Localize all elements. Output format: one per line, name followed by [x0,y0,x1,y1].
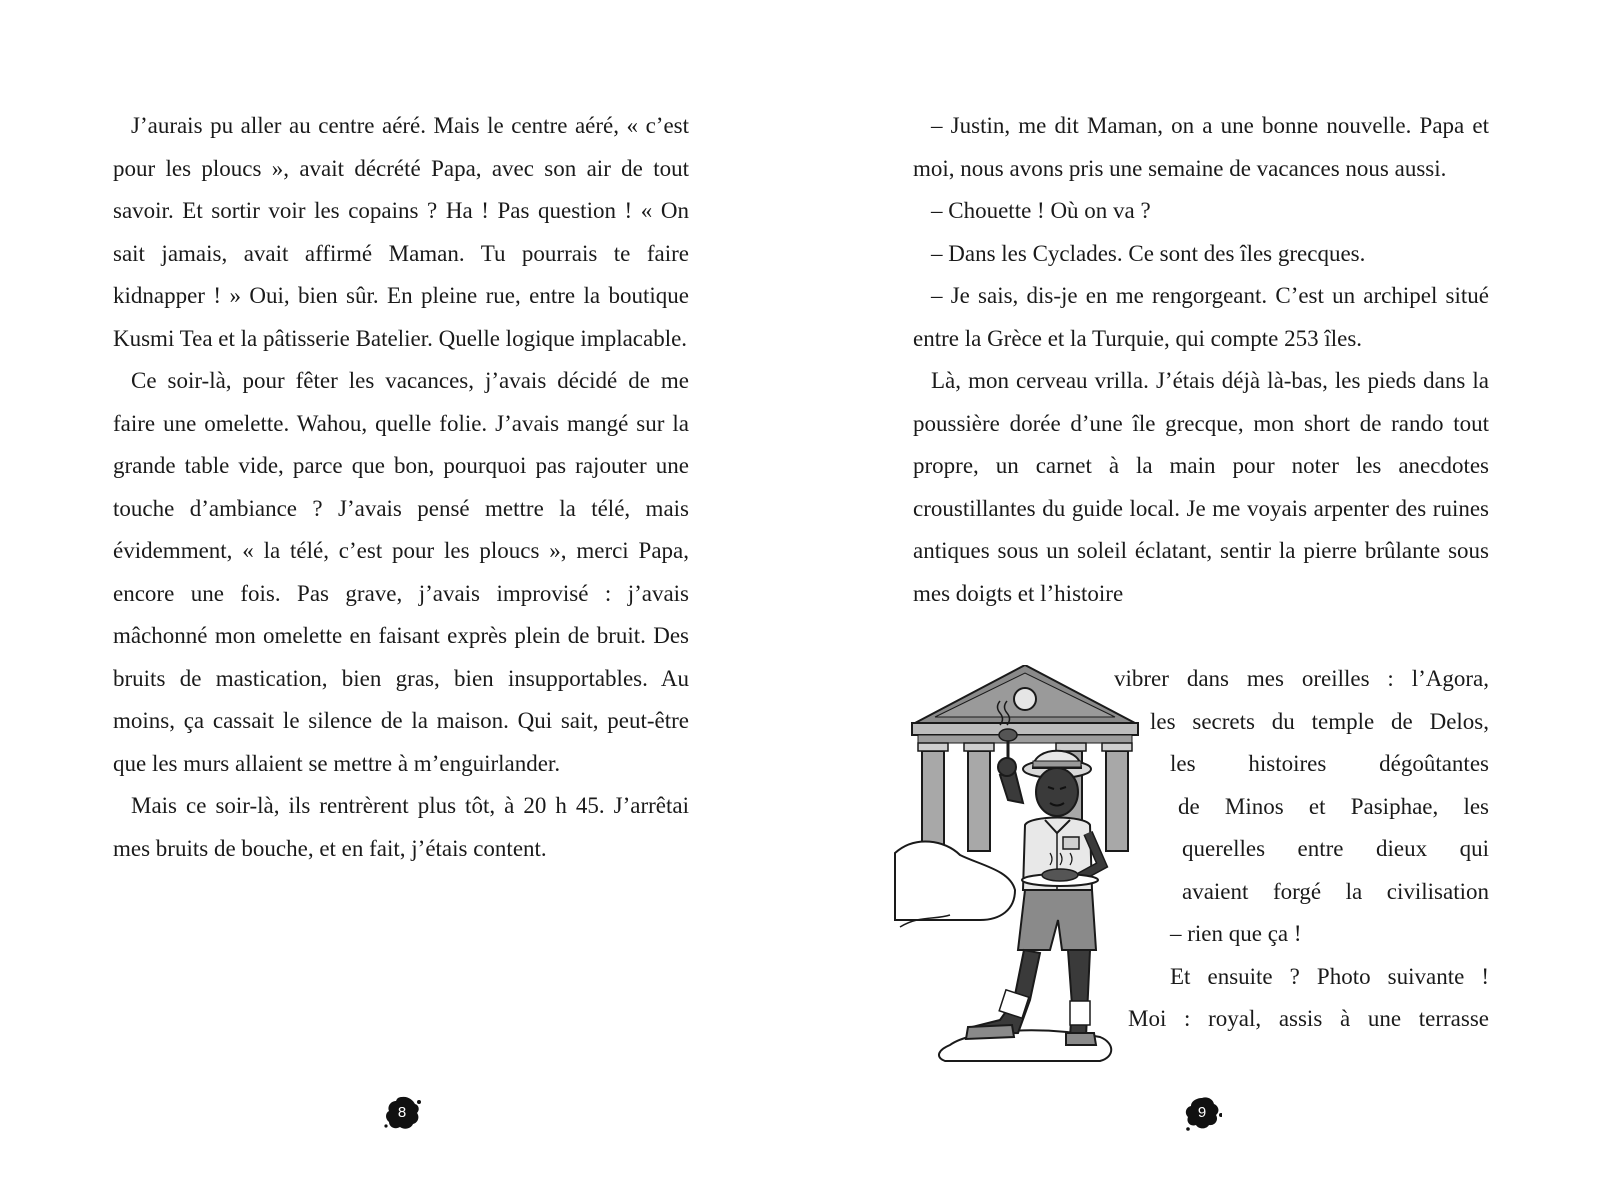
wrap-line: les secrets du temple de Delos, [1150,708,1489,734]
page-number-right: 9 [1182,1093,1222,1133]
paragraph: Ce soir-là, pour fêter les vacances, j’avais décidé de me faire une omelette. Wahou, quelle folie. J’avais mangé sur la grande table vide, parce que bon, pourquoi pas rajouter une touche d’ambiance ? J’avais pensé mettre la télé, mais évidemment, « la télé, c’est pour les ploucs », merci Papa, encore une fois. Pas grave, j’avais improvisé : j’avais mâchonné mon omelette en faisant exprès plein de bruit. Des bruits de mastication, bien gras, bien insupportables. Au moins, ça cassait le silence de la maison. Qui sait, peut-être que les murs allaient se mettre à m’enguirlander. [113,368,689,776]
wrap-line: Et ensuite ? Photo suivante ! [1170,963,1489,989]
paragraph: Mais ce soir-là, ils rentrèrent plus tôt, à 20 h 45. J’arrêtai mes bruits de bouche, et en fait, j’étais content. [113,793,689,861]
right-page-text [913,105,1489,615]
wrap-line: les histoires dégoûtantes [1170,751,1489,776]
wrap-line: avaient forgé la civilisation [1182,878,1489,904]
paragraph: Là, mon cerveau vrilla. J’étais déjà là-bas, les pieds dans la poussière dorée d’une île grecque, mon short de rando tout propre, un carnet à la main pour noter les anecdotes croustillantes du guide local. Je me voyais arpenter des ruines antiques sous un soleil éclatant, sentir la pierre brûlante sous mes doigts et l’histoire [913,368,1489,606]
wrap-line: – rien que ça ! [1170,921,1302,946]
wrap-line: querelles entre dieux qui [1182,836,1489,861]
explorer-temple-illustration [890,665,1160,1065]
wrapped-text [1114,658,1489,1041]
wrap-line: vibrer dans mes oreilles : l’Agora, [1114,666,1489,691]
paragraph: – Dans les Cyclades. Ce sont des îles grecques. [931,240,1366,266]
paragraph: – Justin, me dit Maman, on a une bonne nouvelle. Papa et moi, nous avons pris une semaine de vacances nous aussi. [913,113,1489,181]
left-page-text [113,105,689,870]
paragraph: – Je sais, dis-je en me rengorgeant. C’est un archipel situé entre la Grèce et la Turquie, qui compte 253 îles. [913,283,1489,351]
page-number-left: 8 [382,1093,422,1133]
right-page [800,0,1600,1200]
paragraph: J’aurais pu aller au centre aéré. Mais le centre aéré, « c’est pour les ploucs », avait décrété Papa, avec son air de tout savoir. Et sortir voir les copains ? Ha ! Pas question ! « On sait jamais, avait affirmé Maman. Tu pourrais te faire kidnapper ! » Oui, bien sûr. En pleine rue, entre la boutique Kusmi Tea et la pâtisserie Batelier. Quelle logique implacable. [113,113,689,351]
wrap-line: de Minos et Pasiphae, les [1178,793,1489,819]
wrap-line: Moi : royal, assis à une terrasse [1128,1006,1489,1031]
paragraph: – Chouette ! Où on va ? [931,198,1151,223]
